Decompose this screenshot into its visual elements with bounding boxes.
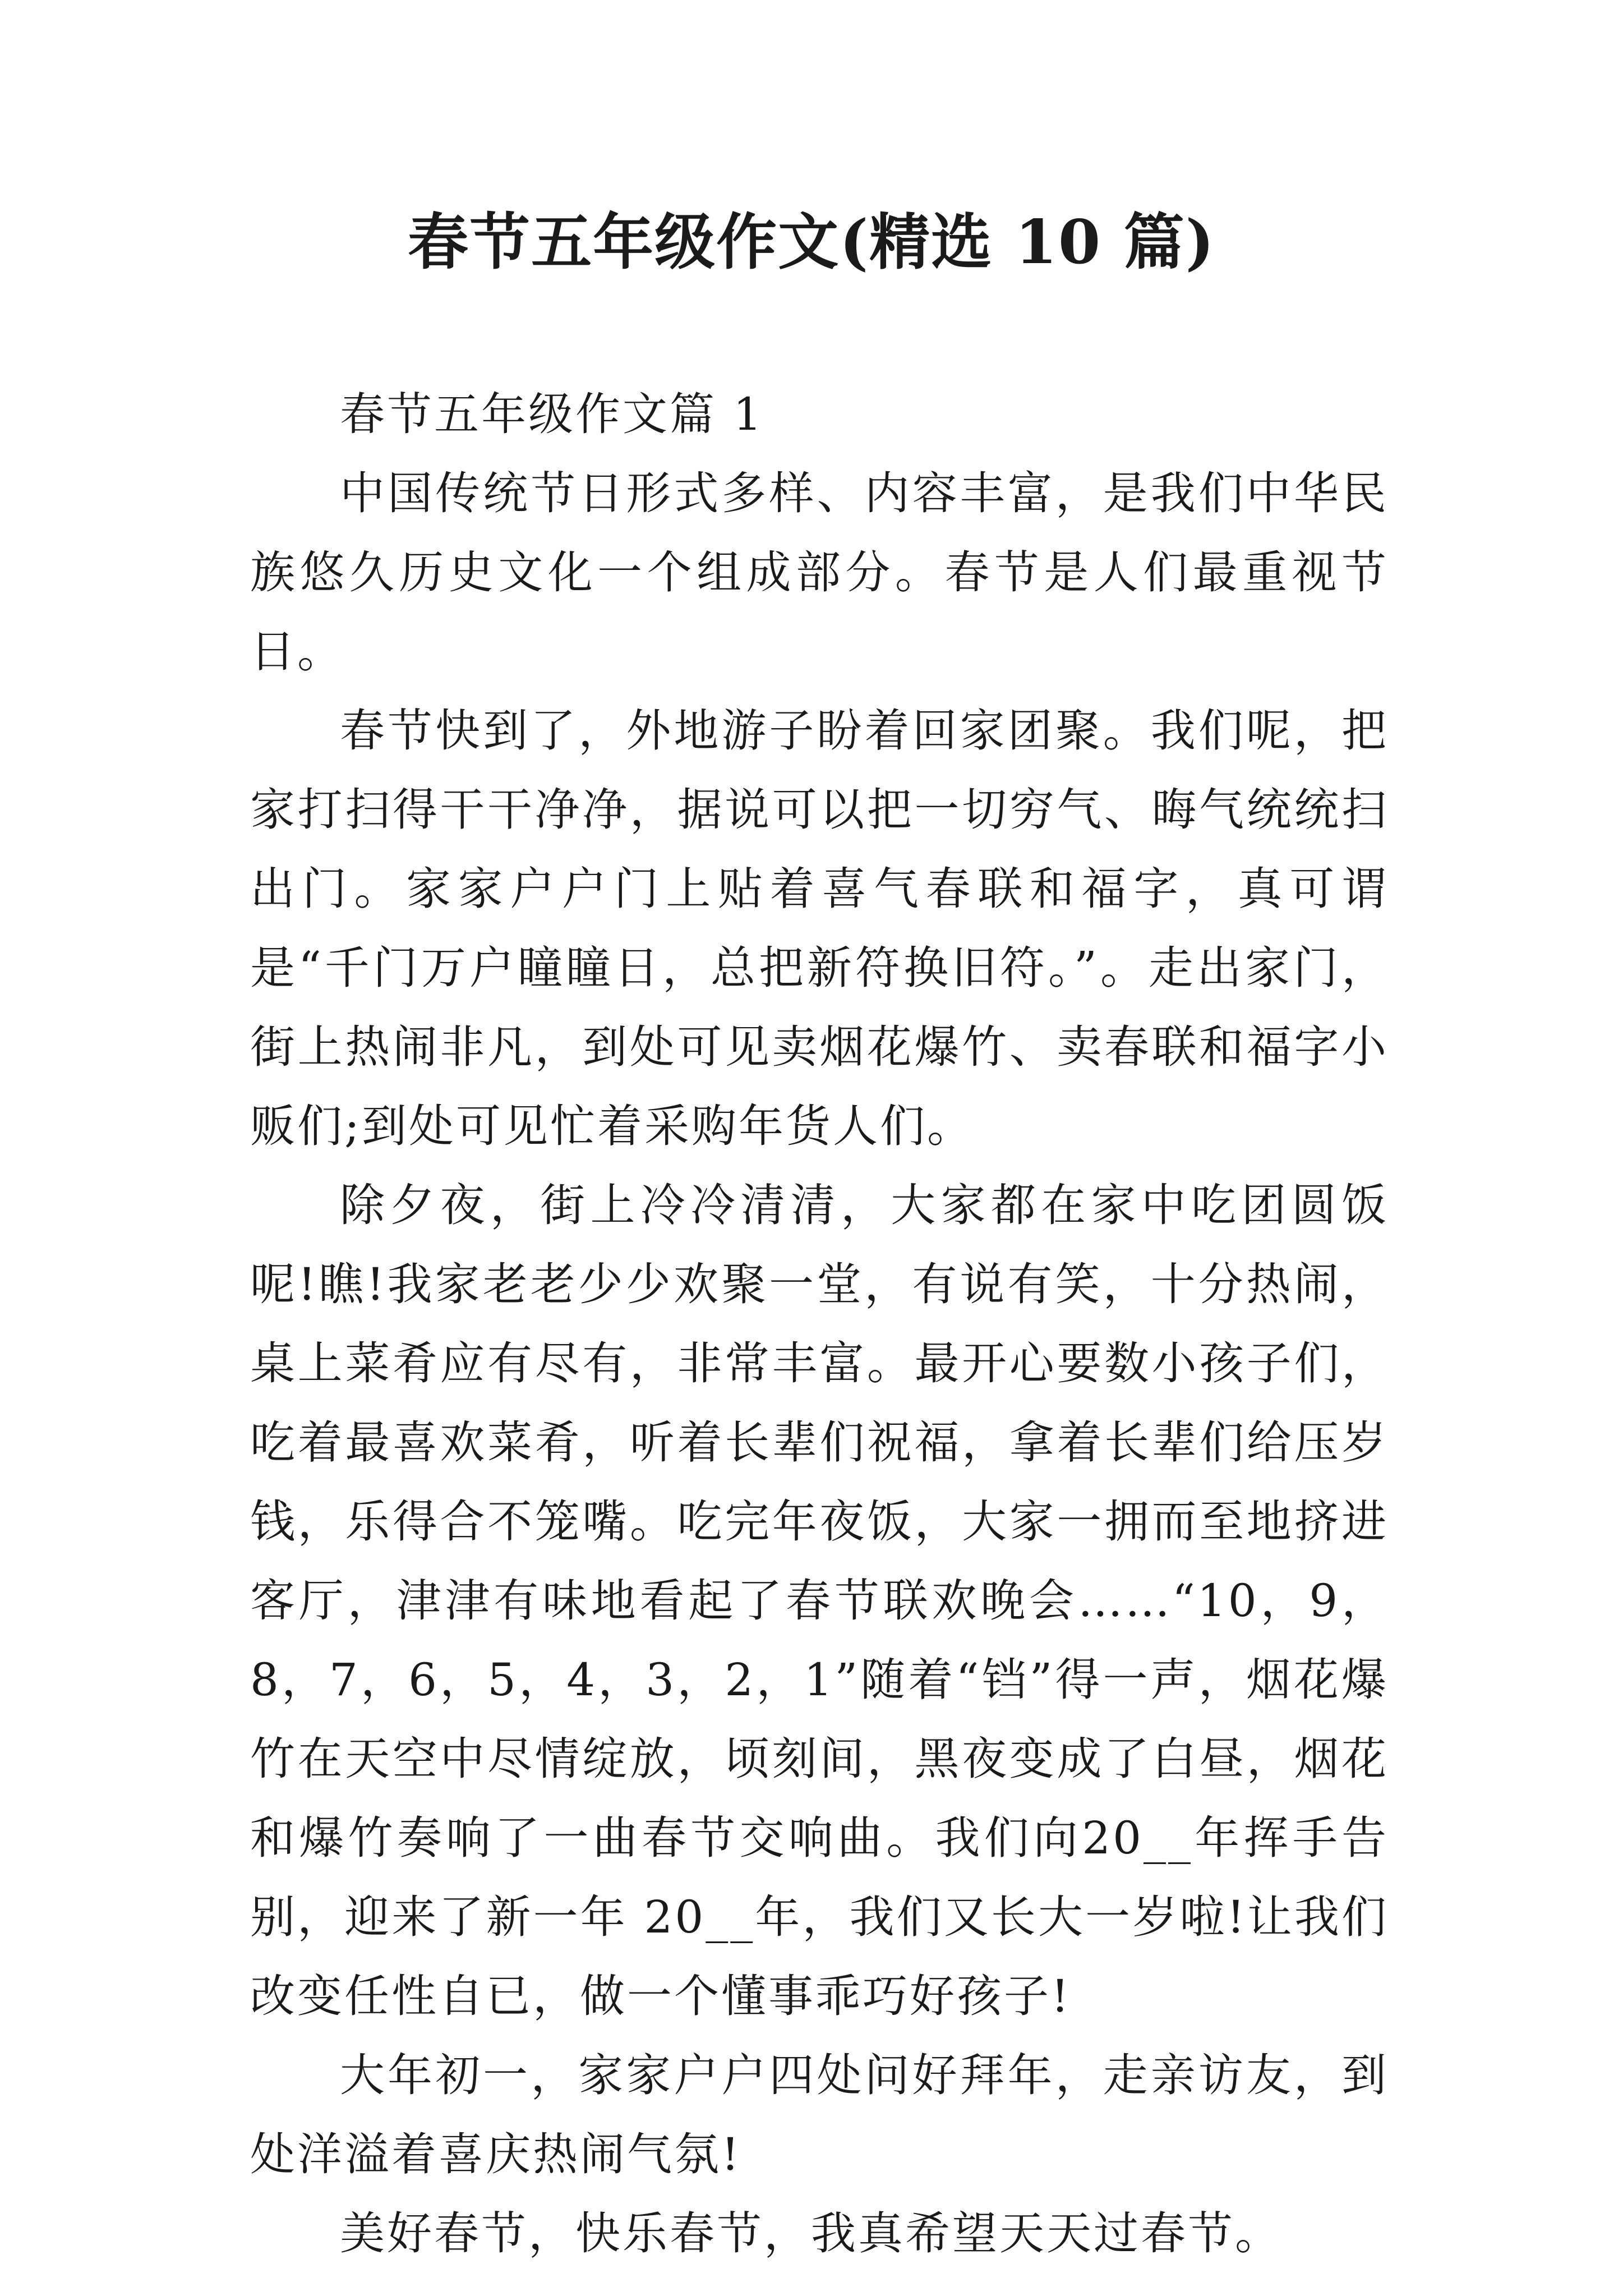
document-title: 春节五年级作文(精选 10 篇): [408, 207, 1215, 278]
paragraph-conclusion: 美好春节，快乐春节，我真希望天天过春节。: [340, 2207, 1282, 2260]
paragraph-new-years-eve: 除夕夜，街上冷冷清清，大家都在家中吃团圆饭呢!瞧!我家老老少少欢聚一堂，有说有笑，十分热闹，桌上菜肴应有尽有，非常丰富。最开心要数小孩子们，吃着最喜欢菜肴，听着长辈们祝福，拿着长辈们给压岁钱，乐得合不笼嘴。吃完年夜饭，大家一拥而至地挤进客厅，津津有味地看起了春节联欢晚会……“10，9，8，7，6，5，4，3，2，1”随着“铛”得一声，烟花爆竹在天空中尽情绽放，顷刻间，黑夜变成了白昼，烟花和爆竹奏响了一曲春节交响曲。我们向20__年挥手告别，迎来了新一年 20__年，我们又长大一岁啦!让我们改变任性自已，做一个懂事乖巧好孩子!: [250, 1179, 1389, 2022]
section-heading: 春节五年级作文篇 1: [340, 388, 764, 440]
paragraph-intro: 中国传统节日形式多样、内容丰富，是我们中华民族悠久历史文化一个组成部分。春节是人们最重视节日。: [250, 467, 1389, 678]
paragraph-new-years-day: 大年初一，家家户户四处问好拜年，走亲访友，到处洋溢着喜庆热闹气氛!: [250, 2049, 1389, 2180]
document-body: [250, 375, 1389, 2273]
paragraph-preparation: 春节快到了，外地游子盼着回家团聚。我们呢，把家打扫得干干净净，据说可以把一切穷气、晦气统统扫出门。家家户户门上贴着喜气春联和福字，真可谓是“千门万户瞳瞳日，总把新符换旧符。”。走出家门，街上热闹非凡，到处可见卖烟花爆竹、卖春联和福字小贩们;到处可见忙着采购年货人们。: [250, 705, 1389, 1152]
